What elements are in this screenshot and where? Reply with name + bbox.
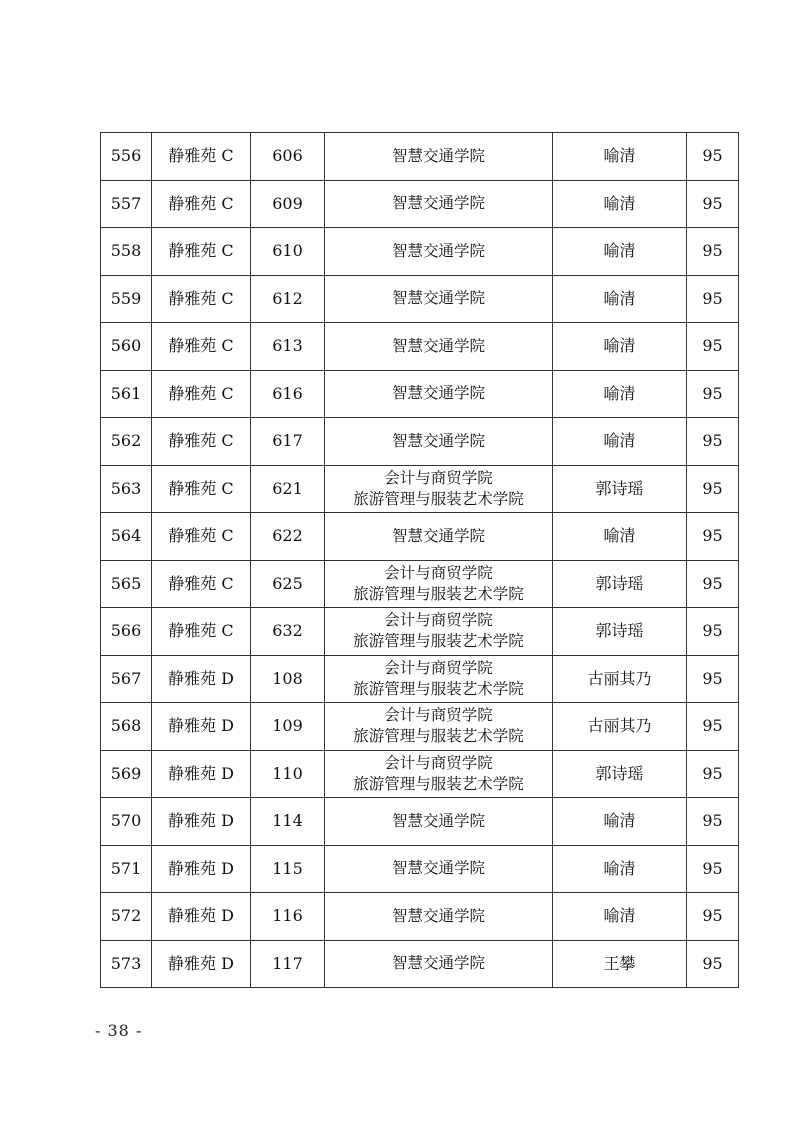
table-row (101, 465, 739, 513)
cell-room: 610 (251, 228, 325, 276)
cell-score: 95 (687, 940, 739, 988)
cell-building: 静雅苑 C (152, 465, 251, 513)
cell-number: 569 (101, 750, 152, 798)
table-row (101, 370, 739, 418)
cell-room: 109 (251, 703, 325, 751)
college-name-line: 会计与商贸学院 (384, 753, 493, 772)
cell-college (325, 560, 553, 608)
cell-room: 606 (251, 133, 325, 181)
table-row (101, 893, 739, 941)
cell-score: 95 (687, 513, 739, 561)
table-row (101, 228, 739, 276)
cell-number: 571 (101, 845, 152, 893)
cell-college (325, 275, 553, 323)
cell-score: 95 (687, 180, 739, 228)
college-name-line: 旅游管理与服装艺术学院 (353, 679, 524, 698)
college-name-line: 智慧交通学院 (391, 859, 485, 878)
cell-building: 静雅苑 C (152, 370, 251, 418)
college-name-line: 智慧交通学院 (391, 384, 485, 403)
college-name-line: 旅游管理与服装艺术学院 (353, 632, 524, 651)
cell-counselor: 喻清 (553, 798, 687, 846)
college-name-line: 会计与商贸学院 (384, 468, 493, 487)
cell-room: 625 (251, 560, 325, 608)
cell-counselor: 郭诗瑶 (553, 750, 687, 798)
cell-building: 静雅苑 C (152, 180, 251, 228)
cell-counselor: 郭诗瑶 (553, 608, 687, 656)
cell-room: 621 (251, 465, 325, 513)
cell-number: 561 (101, 370, 152, 418)
cell-building: 静雅苑 D (152, 703, 251, 751)
table-row (101, 655, 739, 703)
cell-building: 静雅苑 D (152, 940, 251, 988)
cell-counselor: 喻清 (553, 893, 687, 941)
cell-number: 572 (101, 893, 152, 941)
cell-counselor: 喻清 (553, 275, 687, 323)
table-row (101, 750, 739, 798)
cell-college (325, 133, 553, 181)
cell-counselor: 古丽其乃 (553, 655, 687, 703)
table-row (101, 940, 739, 988)
cell-college (325, 228, 553, 276)
college-name-line: 智慧交通学院 (391, 146, 485, 165)
cell-score: 95 (687, 323, 739, 371)
cell-counselor: 喻清 (553, 370, 687, 418)
cell-counselor: 喻清 (553, 845, 687, 893)
table-row (101, 275, 739, 323)
cell-score: 95 (687, 750, 739, 798)
cell-building: 静雅苑 C (152, 275, 251, 323)
cell-number: 559 (101, 275, 152, 323)
cell-score: 95 (687, 370, 739, 418)
cell-score: 95 (687, 845, 739, 893)
cell-building: 静雅苑 D (152, 750, 251, 798)
cell-number: 565 (101, 560, 152, 608)
cell-number: 568 (101, 703, 152, 751)
cell-room: 116 (251, 893, 325, 941)
table-row (101, 703, 739, 751)
cell-number: 560 (101, 323, 152, 371)
cell-score: 95 (687, 608, 739, 656)
cell-building: 静雅苑 D (152, 893, 251, 941)
cell-counselor: 古丽其乃 (553, 703, 687, 751)
cell-room: 609 (251, 180, 325, 228)
cell-room: 622 (251, 513, 325, 561)
table-row (101, 845, 739, 893)
college-name-line: 智慧交通学院 (391, 194, 485, 213)
cell-room: 612 (251, 275, 325, 323)
cell-number: 558 (101, 228, 152, 276)
cell-score: 95 (687, 418, 739, 466)
cell-number: 557 (101, 180, 152, 228)
cell-building: 静雅苑 C (152, 418, 251, 466)
cell-college (325, 798, 553, 846)
page-number: - 38 - (95, 1021, 143, 1040)
cell-college (325, 845, 553, 893)
cell-number: 570 (101, 798, 152, 846)
cell-counselor: 郭诗瑶 (553, 560, 687, 608)
cell-building: 静雅苑 C (152, 513, 251, 561)
cell-number: 573 (101, 940, 152, 988)
cell-room: 617 (251, 418, 325, 466)
cell-counselor: 喻清 (553, 180, 687, 228)
cell-score: 95 (687, 703, 739, 751)
cell-score: 95 (687, 275, 739, 323)
college-name-line: 会计与商贸学院 (384, 611, 493, 630)
college-name-line: 会计与商贸学院 (384, 563, 493, 582)
cell-room: 613 (251, 323, 325, 371)
cell-room: 115 (251, 845, 325, 893)
table-row (101, 608, 739, 656)
cell-number: 564 (101, 513, 152, 561)
table-row (101, 133, 739, 181)
cell-counselor: 喻清 (553, 228, 687, 276)
cell-building: 静雅苑 C (152, 323, 251, 371)
college-name-line: 智慧交通学院 (391, 906, 485, 925)
cell-score: 95 (687, 465, 739, 513)
cell-number: 556 (101, 133, 152, 181)
cell-score: 95 (687, 893, 739, 941)
cell-college (325, 703, 553, 751)
table-row (101, 418, 739, 466)
college-name-line: 旅游管理与服装艺术学院 (353, 489, 524, 508)
table-row (101, 560, 739, 608)
cell-college (325, 893, 553, 941)
dormitory-score-table (100, 132, 739, 988)
cell-college (325, 655, 553, 703)
cell-college (325, 513, 553, 561)
table-body (101, 133, 739, 988)
cell-counselor: 郭诗瑶 (553, 465, 687, 513)
cell-room: 616 (251, 370, 325, 418)
cell-counselor: 喻清 (553, 323, 687, 371)
college-name-line: 智慧交通学院 (391, 526, 485, 545)
cell-number: 567 (101, 655, 152, 703)
cell-building: 静雅苑 D (152, 798, 251, 846)
college-name-line: 智慧交通学院 (391, 336, 485, 355)
college-name-line: 旅游管理与服装艺术学院 (353, 774, 524, 793)
cell-room: 108 (251, 655, 325, 703)
cell-college (325, 418, 553, 466)
cell-score: 95 (687, 228, 739, 276)
cell-counselor: 喻清 (553, 513, 687, 561)
cell-score: 95 (687, 560, 739, 608)
cell-college (325, 180, 553, 228)
table-row (101, 180, 739, 228)
cell-score: 95 (687, 655, 739, 703)
cell-number: 566 (101, 608, 152, 656)
cell-building: 静雅苑 C (152, 133, 251, 181)
cell-counselor: 王攀 (553, 940, 687, 988)
college-name-line: 智慧交通学院 (391, 811, 485, 830)
cell-counselor: 喻清 (553, 133, 687, 181)
cell-college (325, 940, 553, 988)
cell-building: 静雅苑 D (152, 845, 251, 893)
table-row (101, 798, 739, 846)
cell-number: 562 (101, 418, 152, 466)
cell-building: 静雅苑 C (152, 228, 251, 276)
cell-college (325, 323, 553, 371)
cell-score: 95 (687, 133, 739, 181)
college-name-line: 智慧交通学院 (391, 431, 485, 450)
college-name-line: 智慧交通学院 (391, 954, 485, 973)
cell-counselor: 喻清 (553, 418, 687, 466)
college-name-line: 智慧交通学院 (391, 241, 485, 260)
college-name-line: 智慧交通学院 (391, 289, 485, 308)
cell-number: 563 (101, 465, 152, 513)
cell-building: 静雅苑 D (152, 655, 251, 703)
college-name-line: 旅游管理与服装艺术学院 (353, 727, 524, 746)
college-name-line: 会计与商贸学院 (384, 706, 493, 725)
cell-building: 静雅苑 C (152, 608, 251, 656)
table-row (101, 513, 739, 561)
table-row (101, 323, 739, 371)
cell-room: 117 (251, 940, 325, 988)
college-name-line: 旅游管理与服装艺术学院 (353, 584, 524, 603)
college-name-line: 会计与商贸学院 (384, 658, 493, 677)
cell-college (325, 608, 553, 656)
cell-building: 静雅苑 C (152, 560, 251, 608)
cell-room: 110 (251, 750, 325, 798)
cell-room: 114 (251, 798, 325, 846)
cell-score: 95 (687, 798, 739, 846)
cell-college (325, 370, 553, 418)
cell-college (325, 750, 553, 798)
cell-college (325, 465, 553, 513)
cell-room: 632 (251, 608, 325, 656)
